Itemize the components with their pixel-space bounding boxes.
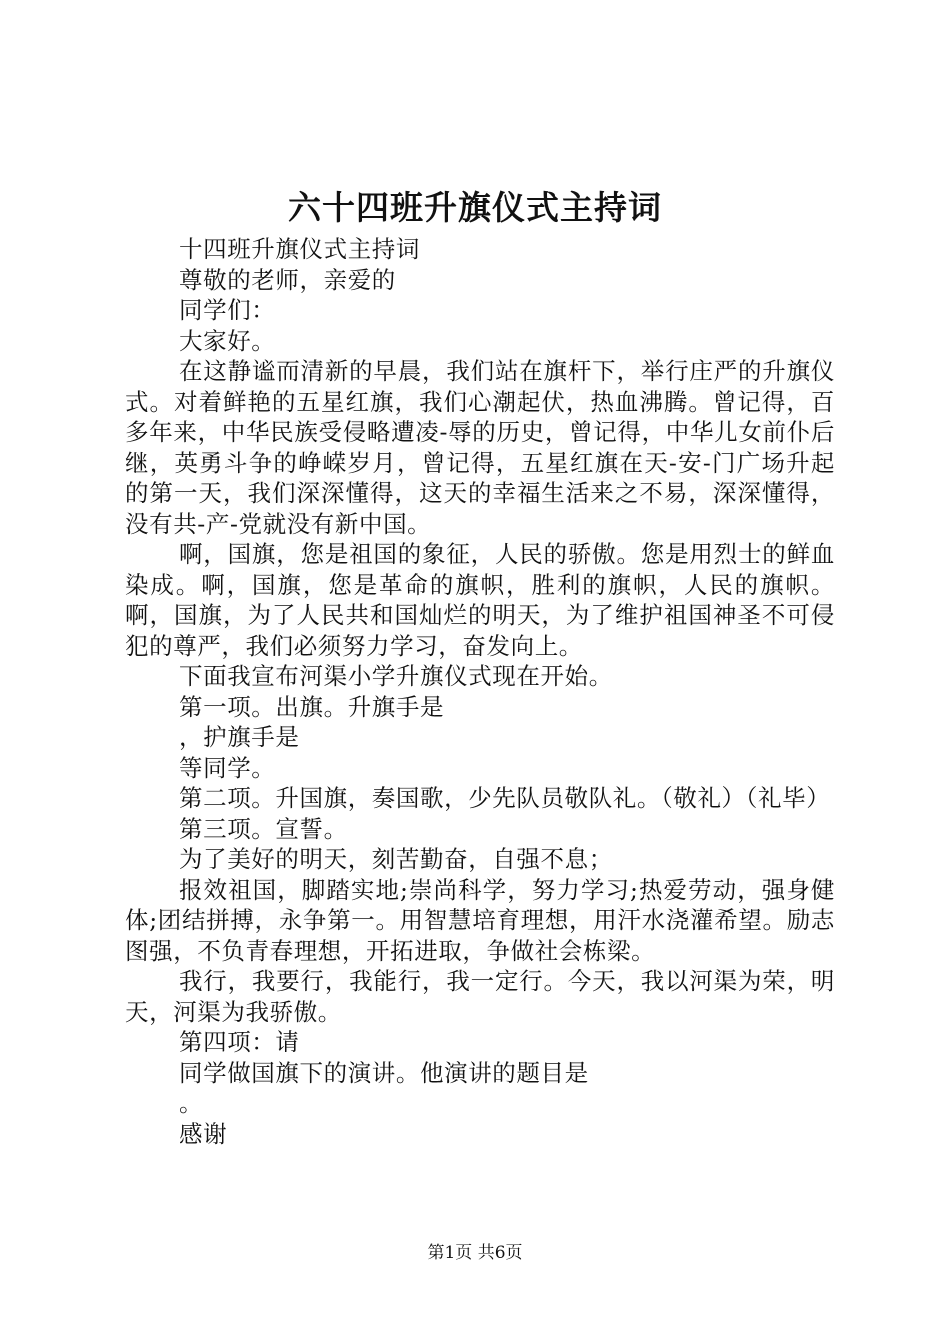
paragraph: 我行，我要行，我能行，我一定行。今天，我以河渠为荣，明天，河渠为我骄傲。 bbox=[125, 967, 835, 1026]
page-footer: 第1页 共6页 bbox=[427, 1243, 523, 1263]
paragraph: 下面我宣布河渠小学升旗仪式现在开始。 bbox=[179, 662, 613, 690]
paragraph: 第一项。出旗。升旗手是 bbox=[179, 692, 445, 721]
paragraph: 第二项。升国旗，奏国歌，少先队员敬队礼。（敬礼）（礼毕） bbox=[179, 784, 831, 812]
paragraph: 等同学。 bbox=[179, 753, 276, 782]
paragraph: 大家好。 bbox=[179, 326, 276, 355]
paragraph: 十四班升旗仪式主持词 bbox=[179, 235, 420, 263]
paragraph: 同学做国旗下的演讲。他演讲的题目是 bbox=[179, 1058, 589, 1087]
paragraph: 在这静谧而清新的早晨，我们站在旗杆下，举行庄严的升旗仪式。对着鲜艳的五星红旗，我们心潮起伏，热血沸腾。曾记得，百多年来，中华民族受侵略遭凌-辱的历史，曾记得，中华儿女前仆后继，英勇斗争的峥嵘岁月，曾记得，五星红旗在天-安-门广场升起的第一天，我们深深懂得，这天的幸福生活来之不易，深深懂得，没有共-产-党就没有新中国。 bbox=[125, 357, 835, 538]
paragraph: ，护旗手是 bbox=[179, 723, 300, 751]
document-title: 六十四班升旗仪式主持词 bbox=[288, 188, 662, 227]
paragraph: 报效祖国，脚踏实地;崇尚科学，努力学习;热爱劳动，强身健体;团结拼搏，永争第一。用智慧培育理想，用汗水浇灌希望。励志图强，不负青春理想，开拓进取，争做社会栋梁。 bbox=[125, 875, 835, 965]
paragraph: 同学们： bbox=[179, 296, 276, 324]
paragraph: 第四项：请 bbox=[179, 1028, 300, 1056]
document-body bbox=[125, 234, 835, 1149]
paragraph: 啊，国旗，您是祖国的象征，人民的骄傲。您是用烈士的鲜血染成。啊，国旗，您是革命的旗帜，胜利的旗帜，人民的旗帜。啊，国旗，为了人民共和国灿烂的明天，为了维护祖国神圣不可侵犯的尊严，我们必须努力学习，奋发向上。 bbox=[125, 540, 835, 660]
paragraph: 感谢 bbox=[179, 1119, 228, 1148]
paragraph: 。 bbox=[179, 1089, 204, 1117]
paragraph: 尊敬的老师，亲爱的 bbox=[179, 265, 396, 294]
paragraph: 第三项。宣誓。 bbox=[179, 814, 348, 843]
paragraph: 为了美好的明天，刻苦勤奋，自强不息； bbox=[179, 845, 613, 873]
